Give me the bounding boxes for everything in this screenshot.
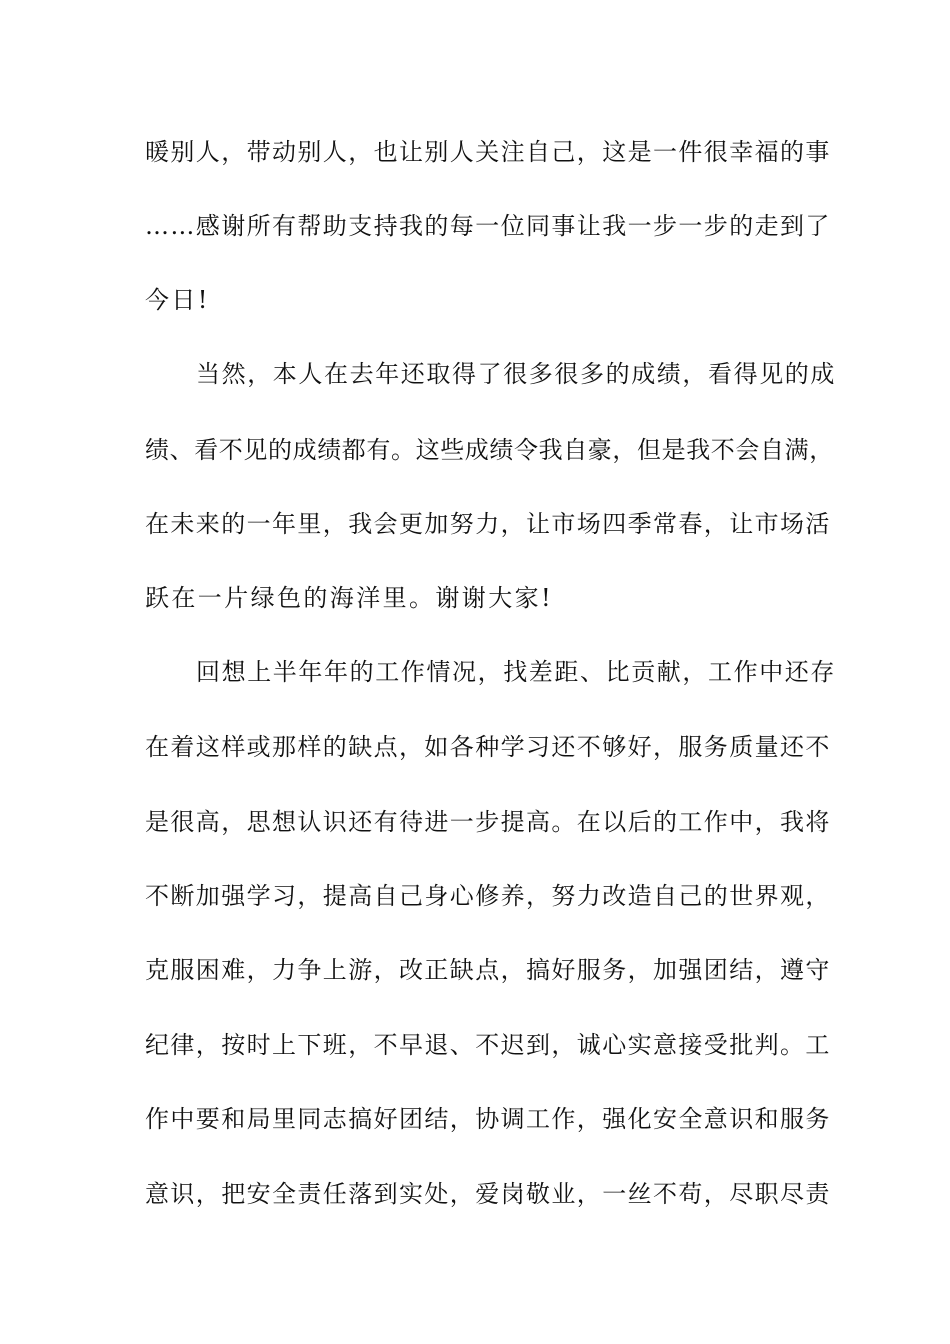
text-line: 绩、看不见的成绩都有。这些成绩令我自豪，但是我不会自满， [145,436,834,464]
text-line: 作中要和局里同志搞好团结，协调工作，强化安全意识和服务 [145,1105,831,1133]
text-line: 是很高，思想认识还有待进一步提高。在以后的工作中，我将 [145,808,831,836]
text-line: 克服困难，力争上游，改正缺点，搞好服务，加强团结，遵守 [145,956,831,984]
text-line: 在着这样或那样的缺点，如各种学习还不够好，服务质量还不 [145,733,831,761]
text-line: 不断加强学习，提高自己身心修养，努力改造自己的世界观， [145,882,831,910]
text-line: 当然，本人在去年还取得了很多很多的成绩，看得见的成 [196,360,836,388]
text-line: 意识，把安全责任落到实处，爱岗敬业，一丝不苟，尽职尽责 [145,1180,831,1208]
text-line: 在未来的一年里，我会更加努力，让市场四季常春，让市场活 [145,510,831,538]
text-line: ……感谢所有帮助支持我的每一位同事让我一步一步的走到了 [145,212,831,240]
text-line: 暖别人，带动别人，也让别人关注自己，这是一件很幸福的事 [145,138,831,166]
text-line: 纪律，按时上下班，不早退、不迟到，诚心实意接受批判。工 [145,1031,831,1059]
text-line: 回想上半年年的工作情况，找差距、比贡献，工作中还存 [196,658,836,686]
text-line: 跃在一片绿色的海洋里。谢谢大家! [145,584,554,612]
text-line: 今日! [145,286,210,314]
